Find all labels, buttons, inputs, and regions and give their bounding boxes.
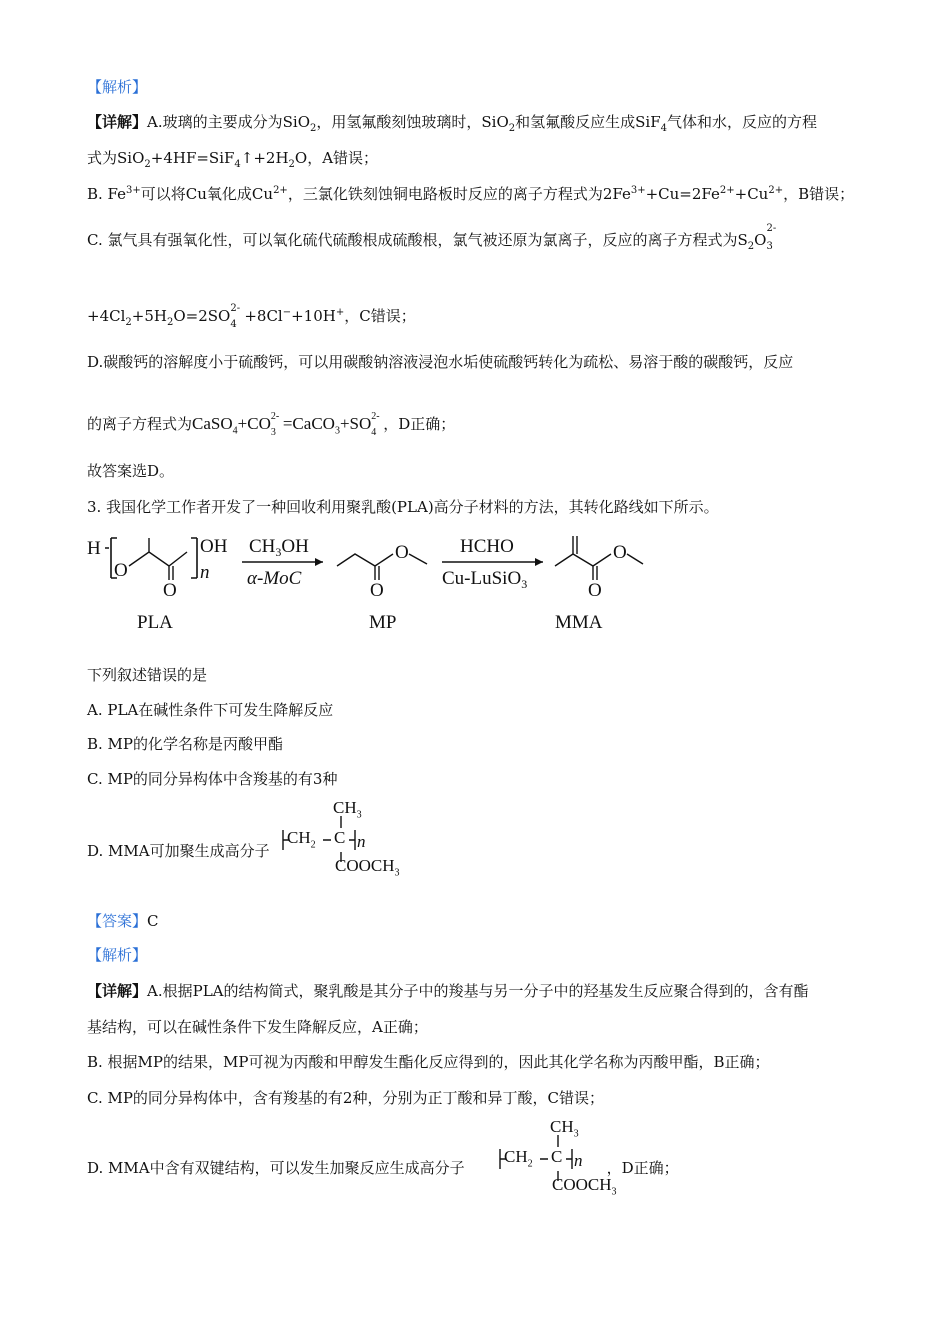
mp-ester-o: O — [395, 542, 409, 563]
mp-carbonyl-o: O — [370, 580, 384, 601]
mp-name: MP — [369, 612, 397, 633]
detail-c-line1: C. 氯气具有强氧化性，可以氧化硫代硫酸根成硫酸根，氯气被还原为氯离子，反应的离子方程式为$S_2O$ 2- 3 — [87, 223, 777, 252]
detail-b-line: B. $Fe^{3+}$可以将Cu氧化成$Cu^{2+}$，三氯化铁刻蚀铜电路板时反应的离子方程式为$2Fe^{3+}+Cu=2Fe^{2+}+Cu^{2+}$，B错误； — [87, 185, 855, 203]
polymer-ch3-answer: $CH_3$ — [550, 1117, 579, 1140]
polymer-n-answer: n — [574, 1151, 583, 1170]
detail-d-line2: 的离子方程式为CaSO$_4$+CO 2- 3 =CaCO$_3$+SO 2- 4 ，D正确； — [87, 411, 456, 438]
pla-carbonyl-o: O — [163, 580, 177, 601]
polymer-c-answer: C — [551, 1147, 563, 1166]
polymer-cooch3-answer: $COOCH_3$ — [552, 1175, 617, 1198]
option-b[interactable]: B. MP的化学名称是丙酸甲酯 — [87, 735, 284, 753]
conversion-scheme — [87, 530, 647, 640]
reagent2-bottom: Cu-LuSiO$_3$ — [442, 568, 528, 591]
question-3-stem: 3. 我国化学工作者开发了一种回收利用聚乳酸(PLA)高分子材料的方法，其转化路线如下所示。 — [87, 498, 719, 516]
mma-skeleton — [555, 536, 611, 580]
answer-d-line: 故答案选D。 — [87, 462, 175, 480]
detail-3b-line: B. 根据MP的结果，MP可视为丙酸和甲醇发生酯化反应得到的，因此其化学名称为丙酸甲酯，B正确； — [87, 1053, 770, 1071]
arrow2-head — [535, 558, 543, 566]
mp-skeleton — [337, 554, 393, 580]
pla-n-label: n — [200, 562, 210, 583]
detail-a-line2: 式为$SiO_2+4HF=SiF_4↑+2H_2O$，A错误； — [87, 149, 379, 170]
detail-c-line2: $+4Cl_2+5H_2O=2SO$ 2- 4 +8Cl−+10H+，C错误； — [87, 303, 416, 330]
option-a[interactable]: A. PLA在碱性条件下可发生降解反应 — [87, 701, 334, 719]
polymer-ch2-answer: $CH_2$ — [504, 1147, 533, 1170]
reagent1-top: $CH_3OH$ — [249, 536, 309, 559]
pla-o-ring: O — [114, 560, 128, 581]
pla-backbone — [129, 538, 187, 580]
detail-3c-line: C. MP的同分异构体中，含有羧基的有2种，分别为正丁酸和异丁酸，C错误； — [87, 1089, 604, 1107]
detail-3a-line1: 【详解】A.根据PLA的结构简式，聚乳酸是其分子中的羧基与另一分子中的羟基发生反应聚合得到的，含有酯 — [87, 982, 809, 1000]
analysis-heading: 【解析】 — [87, 78, 148, 96]
analysis-heading-2: 【解析】 — [87, 946, 148, 964]
pla-oh-label: OH — [200, 536, 228, 557]
mma-ester-o: O — [613, 542, 627, 563]
polymer-c-d: C — [334, 828, 346, 847]
detail-d-line1: D.碳酸钙的溶解度小于硫酸钙，可以用碳酸钠溶液浸泡水垢使硫酸钙转化为疏松、易溶于酸的碳酸钙，反应 — [87, 353, 794, 371]
pla-name: PLA — [137, 612, 173, 633]
option-d[interactable]: D. MMA可加聚生成高分子 — [87, 842, 270, 860]
mma-name: MMA — [555, 612, 603, 633]
mma-methyl — [627, 554, 643, 564]
detail-3a-line2: 基结构，可以在碱性条件下发生降解反应，A正确； — [87, 1018, 428, 1036]
answer-tag: 【答案】 — [87, 912, 148, 930]
polymer-structure-d — [275, 798, 435, 879]
polymer-structure-answer — [492, 1117, 652, 1198]
detail-3d-line: D. MMA中含有双键结构，可以发生加聚反应生成高分子 ，D正确； — [87, 1159, 679, 1177]
answer-line — [87, 911, 159, 931]
detail-a-line1: 【详解】A.玻璃的主要成分为SiO$_2$，用氢氟酸刻蚀玻璃时，SiO$_2$和氢氟酸反应生成SiF$_4$气体和水，反应的方程 — [87, 113, 817, 134]
reagent2-top: HCHO — [460, 536, 514, 557]
polymer-cooch3-d: $COOCH_3$ — [335, 856, 400, 879]
reagent1-bottom: α-MoC — [247, 568, 302, 589]
pla-bracket-right — [191, 538, 197, 578]
answer-value: C — [147, 912, 159, 930]
polymer-ch3-d: $CH_3$ — [333, 798, 362, 821]
polymer-n-d: n — [357, 832, 366, 851]
mma-carbonyl-o: O — [588, 580, 602, 601]
pla-h-label: H — [87, 538, 101, 559]
mp-methyl — [409, 554, 427, 564]
carbonate-equation: CaSO$_4$+CO 2- 3 =CaCO$_3$+SO 2- 4 — [192, 411, 380, 438]
arrow1-head — [315, 558, 323, 566]
question-3-ask: 下列叙述错误的是 — [87, 666, 208, 684]
detail-tag: 【详解】 — [87, 113, 148, 131]
polymer-ch2-d: $CH_2$ — [287, 828, 316, 851]
option-c[interactable]: C. MP的同分异构体中含羧基的有3种 — [87, 770, 338, 788]
